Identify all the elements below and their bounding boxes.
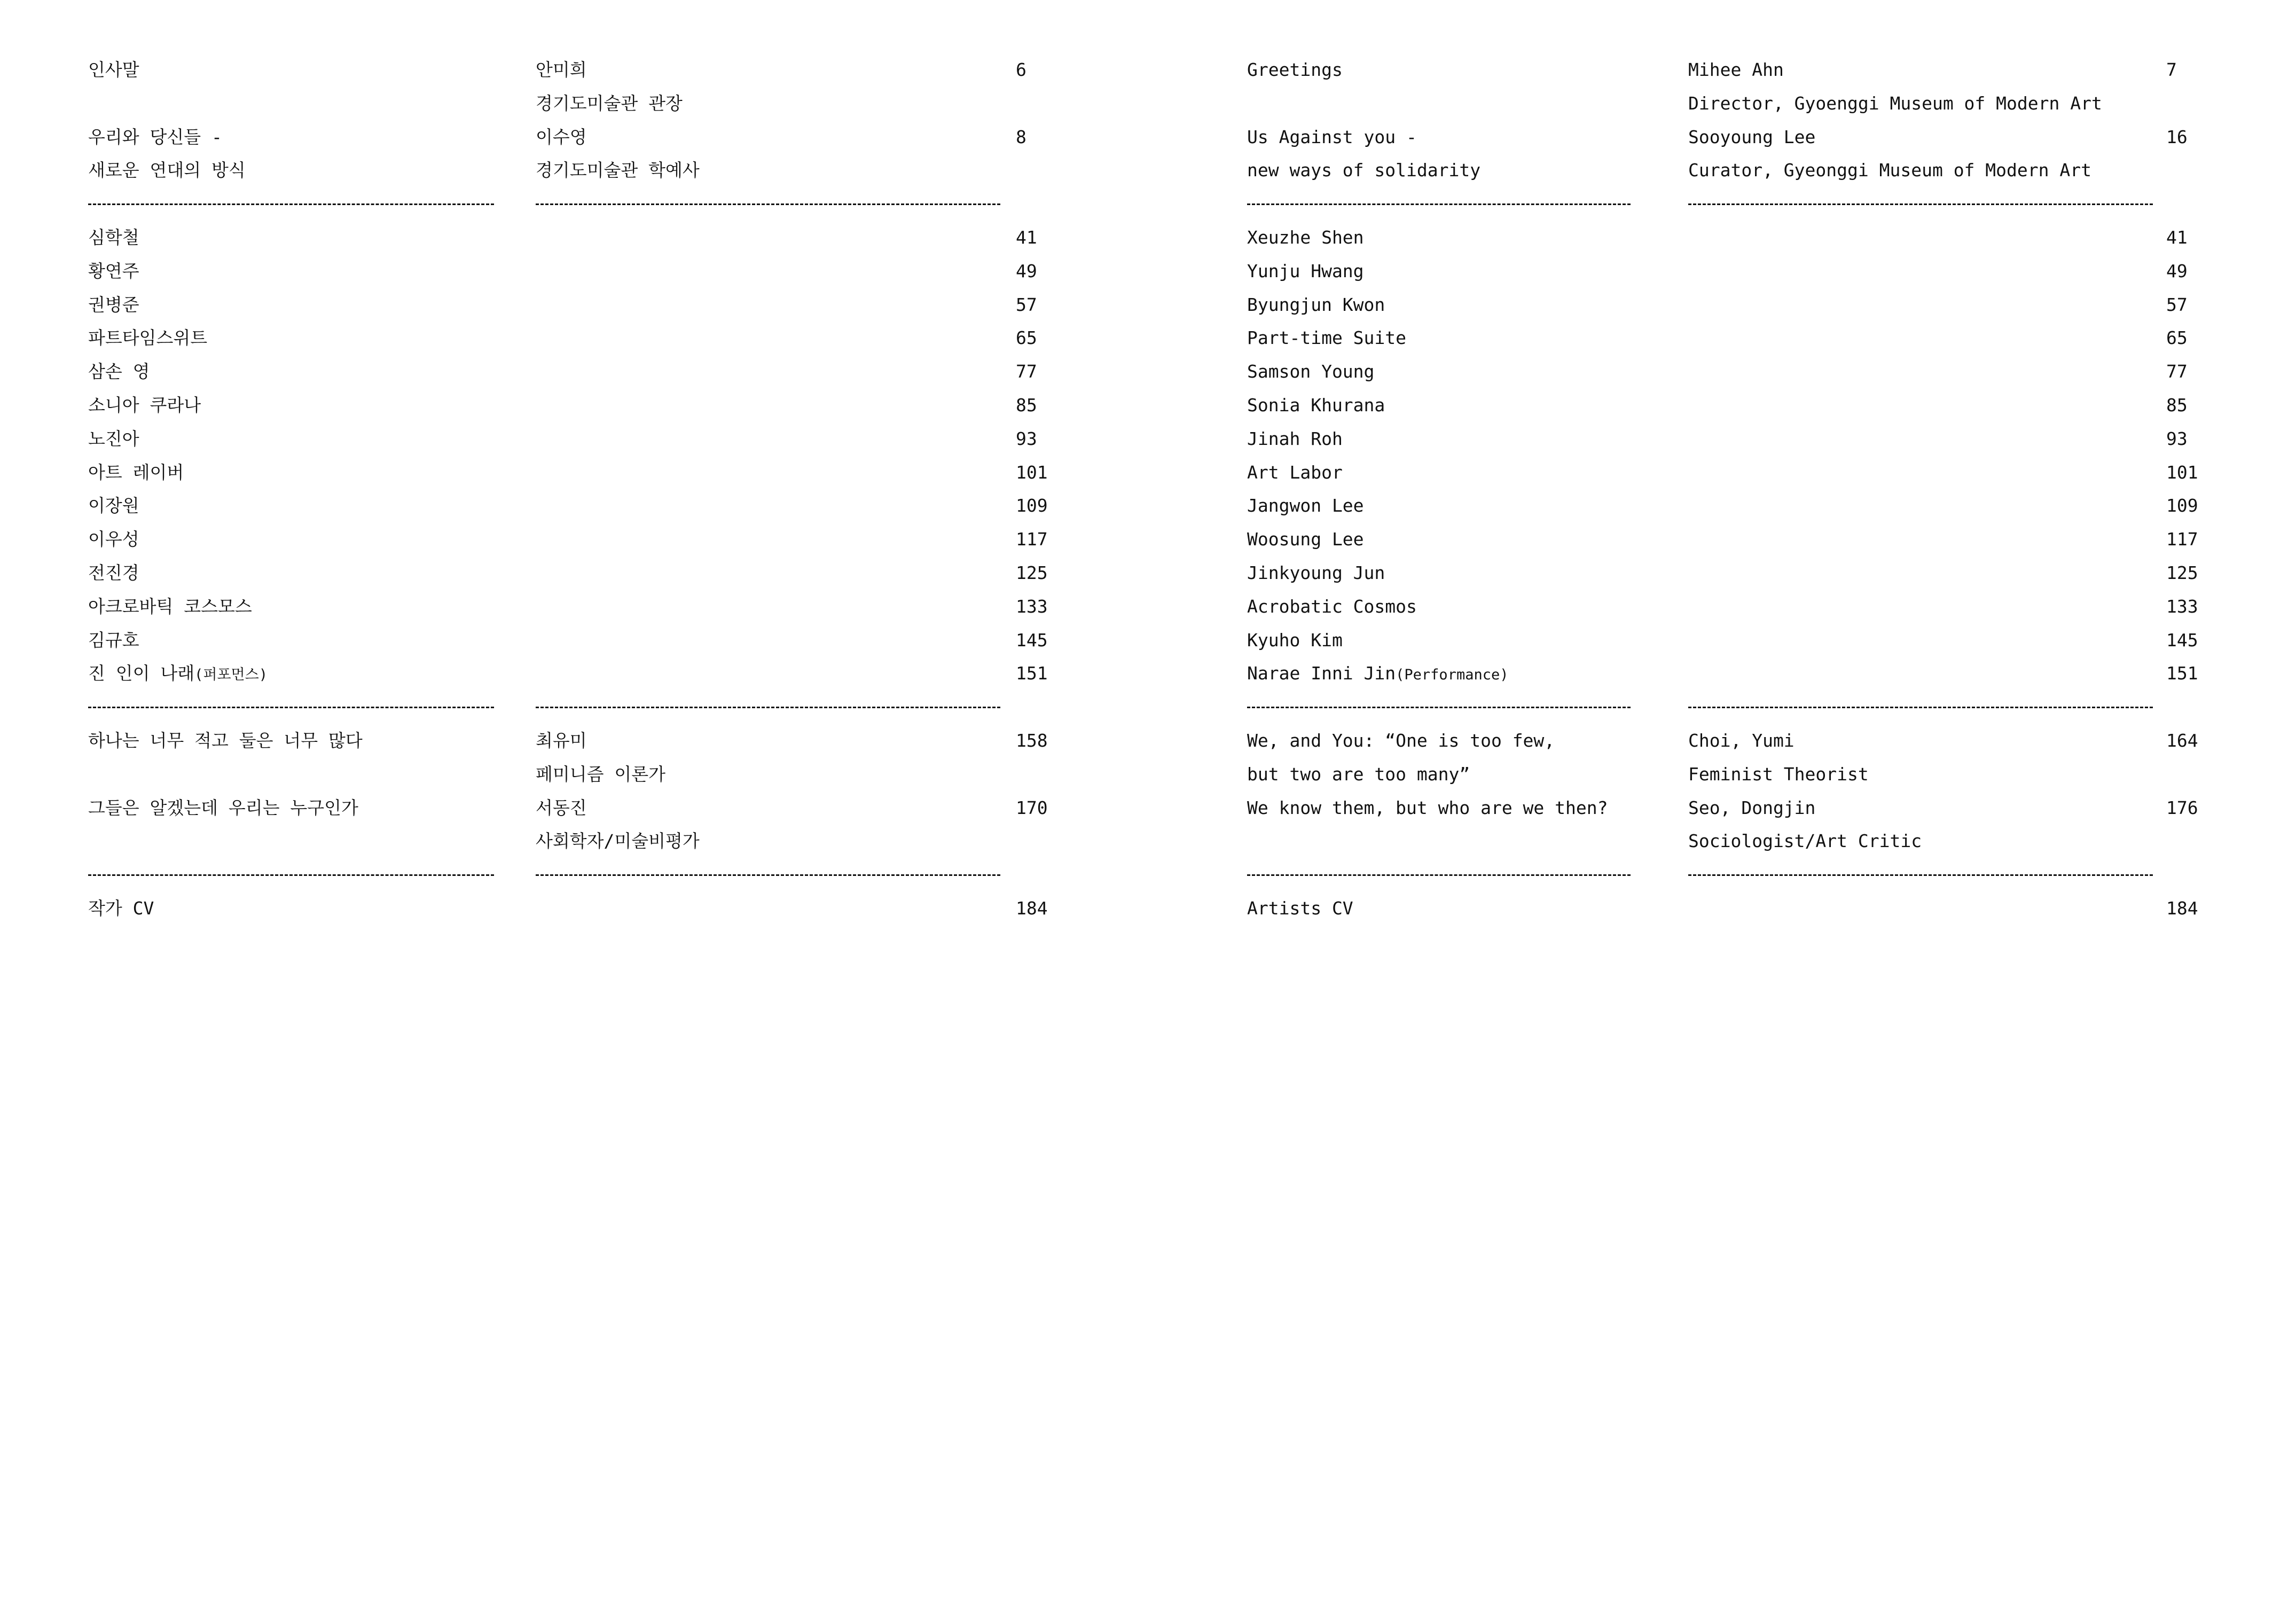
entry-page-number: 93 — [1016, 428, 1037, 449]
artist-name: 심학철 — [88, 226, 139, 248]
dashed-rule — [1247, 203, 1631, 205]
artist-name: 파트타임스위트 — [88, 327, 208, 349]
section-divider — [88, 864, 1076, 897]
dashed-rule — [88, 203, 494, 205]
entry-author-role: Sociologist/Art Critic — [1688, 831, 1922, 852]
artist-name: 김규호 — [88, 629, 139, 651]
toc-row-artist[interactable] — [1247, 260, 2240, 294]
entry-page-number: 101 — [2166, 461, 2198, 483]
section-divider — [1247, 864, 2240, 897]
toc-row[interactable] — [1247, 730, 2240, 763]
toc-row[interactable] — [88, 797, 1076, 831]
entry-author: Mihee Ahn — [1688, 59, 1784, 80]
entry-page-number: 133 — [2166, 596, 2198, 617]
toc-row-artist[interactable] — [1247, 428, 2240, 461]
artist-name: 전진경 — [88, 562, 139, 583]
entry-page-number: 109 — [2166, 495, 2198, 516]
toc-row — [1247, 763, 2240, 797]
entry-page-number: 57 — [1016, 294, 1037, 315]
entry-page-number: 8 — [1016, 126, 1026, 147]
toc-row-artist[interactable] — [88, 428, 1076, 461]
entry-title: new ways of solidarity — [1247, 160, 1481, 181]
dashed-rule — [1247, 874, 1631, 876]
toc-row-cv[interactable] — [1247, 897, 2240, 931]
toc-row-artist[interactable] — [88, 394, 1076, 428]
toc-row-artist[interactable] — [1247, 327, 2240, 361]
toc-english — [1247, 59, 2240, 931]
entry-title: Artists CV — [1247, 897, 1353, 919]
entry-page-number: 145 — [1016, 629, 1048, 651]
entry-page-number: 109 — [1016, 495, 1048, 516]
entry-author: Choi, Yumi — [1688, 730, 1795, 751]
entry-page-number: 85 — [1016, 394, 1037, 416]
toc-korean — [88, 59, 1076, 931]
toc-row[interactable] — [88, 730, 1076, 763]
entry-author-role: Director, Gyoenggi Museum of Modern Art — [1688, 92, 2102, 114]
artist-name: Kyuho Kim — [1247, 629, 1343, 651]
entry-title: We know them, but who are we then? — [1247, 797, 1608, 818]
artist-name: 노진아 — [88, 428, 139, 449]
entry-author-role: Curator, Gyeonggi Museum of Modern Art — [1688, 160, 2091, 181]
dashed-rule — [536, 707, 1000, 708]
entry-page-number: 170 — [1016, 797, 1048, 818]
artist-name: Jangwon Lee — [1247, 495, 1364, 516]
artist-name: Woosung Lee — [1247, 529, 1364, 550]
entry-author: 이수영 — [536, 126, 587, 147]
entry-page-number: 77 — [2166, 361, 2188, 382]
toc-row-artist[interactable] — [88, 495, 1076, 528]
entry-page-number: 49 — [1016, 260, 1037, 281]
entry-author-role: 경기도미술관 관장 — [536, 92, 683, 114]
toc-row-cv[interactable] — [88, 897, 1076, 931]
entry-title: but two are too many” — [1247, 763, 1470, 785]
dashed-rule — [536, 874, 1000, 876]
entry-page-number: 65 — [2166, 327, 2188, 349]
toc-row — [88, 830, 1076, 864]
section-divider — [88, 193, 1076, 226]
artist-name: 소니아 쿠라나 — [88, 394, 201, 416]
artist-name: Part-time Suite — [1247, 327, 1407, 349]
toc-row[interactable] — [1247, 126, 2240, 160]
toc-row-artist[interactable] — [1247, 394, 2240, 428]
artist-name-with-note — [1247, 662, 1508, 686]
toc-row-artist[interactable] — [88, 528, 1076, 562]
toc-row-artist[interactable] — [88, 294, 1076, 327]
toc-row — [1247, 92, 2240, 126]
artist-name: 황연주 — [88, 260, 139, 281]
toc-row[interactable] — [88, 59, 1076, 92]
entry-page-number: 16 — [2166, 126, 2188, 147]
artist-name: 아크로바틱 코스모스 — [88, 596, 252, 617]
entry-title: 하나는 너무 적고 둘은 너무 많다 — [88, 730, 363, 751]
entry-title: 새로운 연대의 방식 — [88, 160, 246, 181]
entry-author-role: 페미니즘 이론가 — [536, 763, 666, 785]
entry-title: 인사말 — [88, 59, 139, 80]
toc-row[interactable] — [1247, 59, 2240, 92]
entry-page-number: 101 — [1016, 461, 1048, 483]
performance-note: (퍼포먼스) — [194, 667, 268, 684]
entry-page-number: 133 — [1016, 596, 1048, 617]
entry-author: Seo, Dongjin — [1688, 797, 1816, 818]
entry-page-number: 125 — [1016, 562, 1048, 583]
entry-page-number: 151 — [1016, 663, 1048, 684]
entry-page-number: 57 — [2166, 294, 2188, 315]
artist-name: Sonia Khurana — [1247, 394, 1385, 416]
artist-name: Jinah Roh — [1247, 428, 1343, 449]
entry-page-number: 65 — [1016, 327, 1037, 349]
entry-author: 서동진 — [536, 797, 587, 818]
toc-row[interactable] — [88, 126, 1076, 160]
toc-row-artist[interactable] — [88, 629, 1076, 663]
artist-name: Byungjun Kwon — [1247, 294, 1385, 315]
toc-row-artist[interactable] — [88, 226, 1076, 260]
entry-title: 그들은 알겠는데 우리는 누구인가 — [88, 797, 358, 818]
toc-row-artist[interactable] — [88, 562, 1076, 596]
artist-name: Xeuzhe Shen — [1247, 226, 1364, 248]
artist-name-with-note — [88, 662, 268, 686]
toc-row — [88, 92, 1076, 126]
entry-page-number: 158 — [1016, 730, 1048, 751]
artist-name: Acrobatic Cosmos — [1247, 596, 1417, 617]
toc-row-artist[interactable] — [1247, 629, 2240, 663]
toc-row-artist[interactable] — [88, 461, 1076, 495]
toc-row-artist[interactable] — [1247, 361, 2240, 394]
entry-page-number: 184 — [1016, 897, 1048, 919]
entry-page-number: 125 — [2166, 562, 2198, 583]
toc-row-artist[interactable] — [88, 327, 1076, 361]
entry-title: We, and You: “One is too few, — [1247, 730, 1555, 751]
entry-page-number: 151 — [2166, 663, 2198, 684]
toc-row[interactable] — [1247, 797, 2240, 831]
entry-author: 최유미 — [536, 730, 587, 751]
toc-row-artist[interactable] — [88, 662, 1076, 696]
toc-row — [1247, 159, 2240, 193]
entry-page-number: 6 — [1016, 59, 1026, 80]
entry-title: Greetings — [1247, 59, 1343, 80]
dashed-rule — [536, 203, 1000, 205]
artist-name: 이우성 — [88, 529, 139, 550]
toc-row-artist[interactable] — [1247, 495, 2240, 528]
dashed-rule — [1247, 707, 1631, 708]
toc-row — [88, 159, 1076, 193]
toc-row-artist[interactable] — [88, 361, 1076, 394]
section-divider — [1247, 696, 2240, 730]
entry-page-number: 77 — [1016, 361, 1037, 382]
entry-title: 우리와 당신들 - — [88, 126, 222, 147]
entry-author: 안미희 — [536, 59, 587, 80]
toc-row-artist[interactable] — [88, 596, 1076, 629]
entry-page-number: 93 — [2166, 428, 2188, 449]
section-divider — [88, 696, 1076, 730]
entry-page-number: 164 — [2166, 730, 2198, 751]
entry-page-number: 41 — [2166, 226, 2188, 248]
entry-page-number: 49 — [2166, 260, 2188, 281]
toc-row — [88, 763, 1076, 797]
toc-row-artist[interactable] — [1247, 528, 2240, 562]
artist-name: Jinkyoung Jun — [1247, 562, 1385, 583]
entry-page-number: 41 — [1016, 226, 1037, 248]
entry-page-number: 176 — [2166, 797, 2198, 818]
artist-name: 삼손 영 — [88, 361, 150, 382]
artist-name: 이장원 — [88, 495, 139, 516]
artist-name: 아트 레이버 — [88, 461, 184, 483]
artist-name: Art Labor — [1247, 461, 1343, 483]
artist-name: Samson Young — [1247, 361, 1375, 382]
entry-page-number: 184 — [2166, 897, 2198, 919]
entry-page-number: 7 — [2166, 59, 2177, 80]
performance-note: (Performance) — [1396, 667, 1509, 684]
entry-page-number: 117 — [2166, 529, 2198, 550]
entry-page-number: 117 — [1016, 529, 1048, 550]
entry-author-role: 사회학자/미술비평가 — [536, 831, 700, 852]
artist-name: 진 인이 나래 — [88, 663, 195, 684]
toc-row-artist[interactable] — [1247, 562, 2240, 596]
artist-name: Yunju Hwang — [1247, 260, 1364, 281]
dashed-rule — [88, 874, 494, 876]
toc-row-artist[interactable] — [1247, 294, 2240, 327]
entry-title: 작가 CV — [88, 897, 154, 919]
toc-row-artist[interactable] — [1247, 461, 2240, 495]
toc-row-artist[interactable] — [1247, 662, 2240, 696]
dashed-rule — [1688, 203, 2153, 205]
dashed-rule — [1688, 874, 2153, 876]
artist-name: Narae Inni Jin — [1247, 663, 1396, 684]
entry-title: Us Against you - — [1247, 126, 1417, 147]
toc-row-artist[interactable] — [1247, 226, 2240, 260]
entry-page-number: 145 — [2166, 629, 2198, 651]
entry-page-number: 85 — [2166, 394, 2188, 416]
toc-row — [1247, 830, 2240, 864]
entry-author-role: 경기도미술관 학예사 — [536, 160, 700, 181]
entry-author-role: Feminist Theorist — [1688, 763, 1869, 785]
dashed-rule — [88, 707, 494, 708]
section-divider — [1247, 193, 2240, 226]
artist-name: 권병준 — [88, 294, 139, 315]
toc-row-artist[interactable] — [88, 260, 1076, 294]
toc-row-artist[interactable] — [1247, 596, 2240, 629]
entry-author: Sooyoung Lee — [1688, 126, 1816, 147]
dashed-rule — [1688, 707, 2153, 708]
